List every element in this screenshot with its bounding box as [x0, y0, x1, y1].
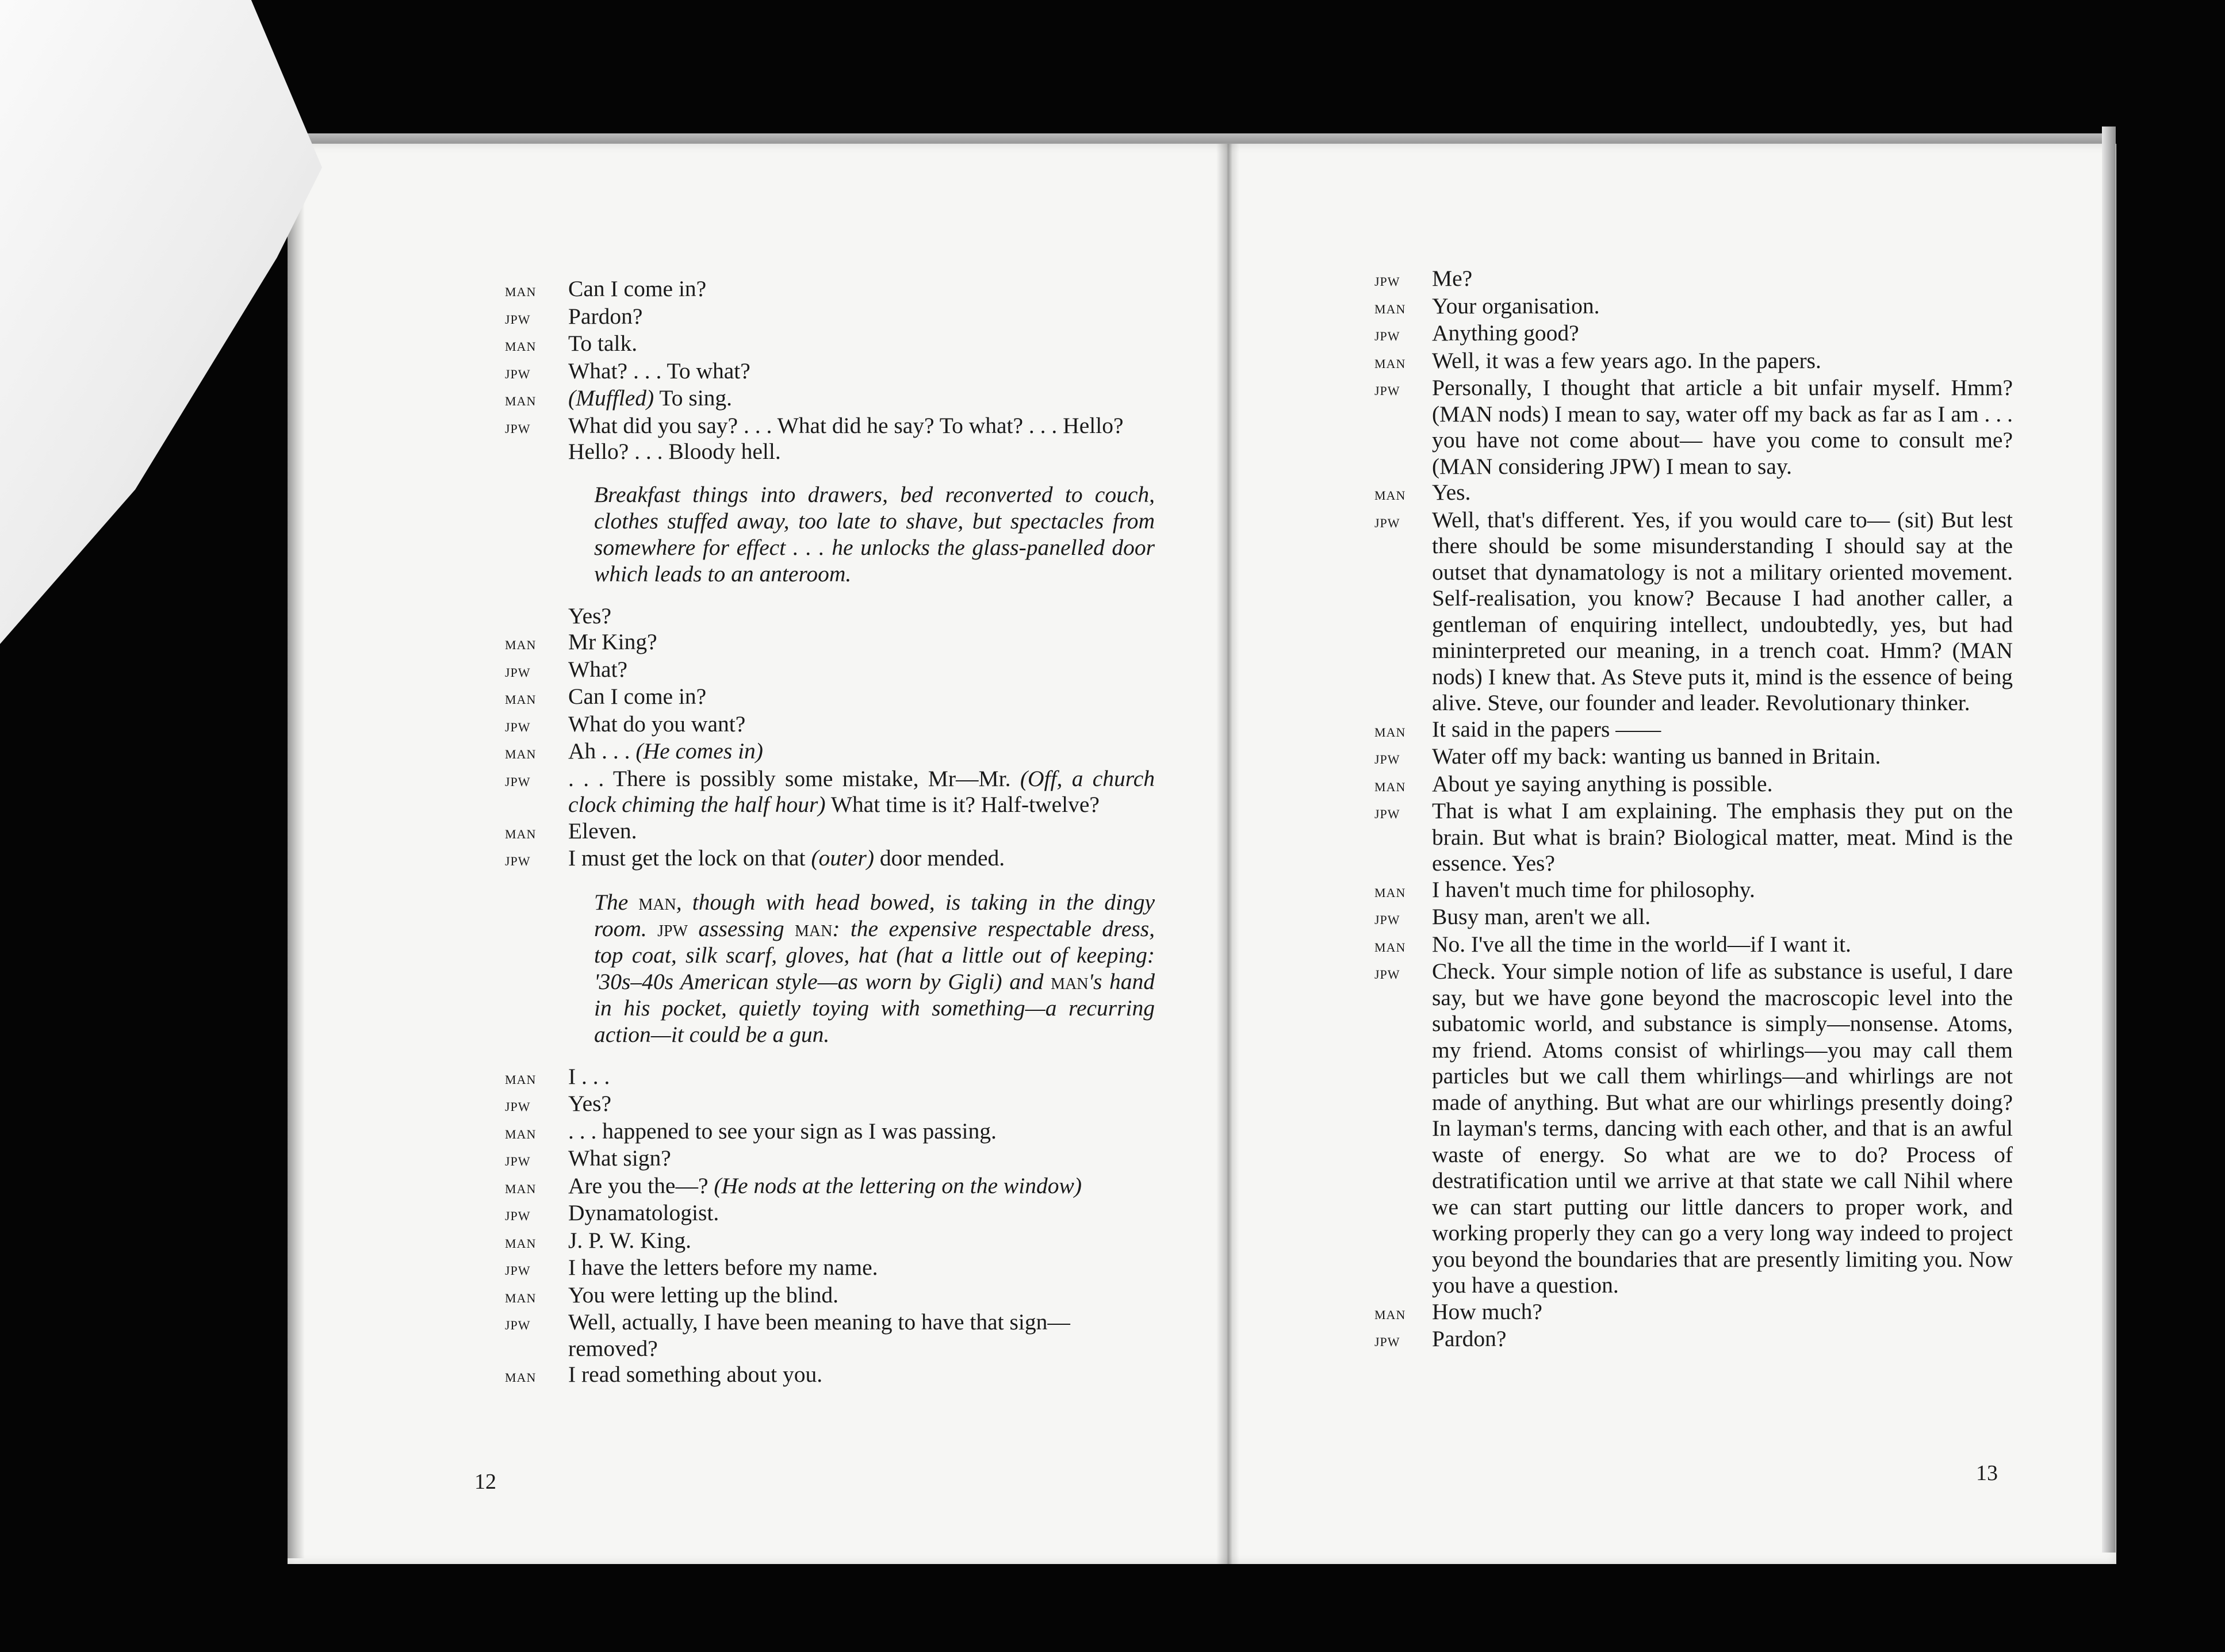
line-text: Well, it was a few years ago. In the papers.	[1432, 347, 1821, 373]
book-spine	[1216, 144, 1239, 1564]
line-text	[568, 385, 1155, 412]
line-text: Yes.	[1432, 480, 1471, 505]
dialogue-line	[1374, 1299, 2013, 1327]
dialogue-line	[1374, 743, 2013, 771]
speaker: jpw	[505, 1149, 531, 1170]
dialogue-line	[505, 1362, 1155, 1389]
stage-direction-2	[594, 889, 1155, 1048]
speaker: jpw	[505, 307, 531, 328]
speaker: jpw	[1374, 963, 1400, 983]
right-page-text	[1374, 266, 2013, 1354]
line-text: Me?	[1432, 266, 1473, 291]
dialogue-block-1	[505, 276, 1155, 465]
speaker: man	[505, 335, 537, 355]
stage-direction-inline: (He nods at the lettering on the window)	[714, 1172, 1082, 1198]
dialogue-line	[1374, 959, 2013, 1299]
stage-direction-inline: (Off, a church clock chiming the half hour)	[568, 765, 1155, 817]
speaker: man	[505, 1286, 537, 1306]
speaker: jpw	[505, 1313, 531, 1333]
speaker: jpw	[505, 1204, 531, 1224]
line-text: I read something about you.	[568, 1362, 823, 1387]
speaker: jpw	[505, 1259, 531, 1279]
dialogue-line	[1374, 904, 2013, 932]
dialogue-line	[1374, 507, 2013, 716]
speaker: man	[505, 1366, 537, 1386]
line-text: Water off my back: wanting us banned in Britain.	[1432, 743, 1881, 769]
page-number-left: 12	[474, 1470, 496, 1494]
speaker: jpw	[1374, 908, 1400, 928]
speaker: man	[505, 389, 537, 409]
dialogue-line	[505, 413, 1155, 465]
line-text-part: Ah . . .	[568, 738, 636, 764]
line-text: What? . . . To what?	[568, 358, 750, 384]
line-text: Mr King?	[568, 629, 657, 654]
dialogue-line	[1374, 877, 2013, 904]
dialogue-line	[505, 304, 1155, 331]
stage-direction-inline: (He comes in)	[635, 738, 763, 764]
line-text: Anything good?	[1432, 320, 1579, 346]
line-text: I have the letters before my name.	[568, 1255, 878, 1280]
dialogue-line	[505, 1091, 1155, 1118]
speaker: man	[1374, 775, 1406, 795]
dialogue-line	[505, 1145, 1155, 1173]
dialogue-line	[505, 331, 1155, 358]
dialogue-line	[505, 738, 1155, 766]
line-text: Pardon?	[568, 303, 643, 329]
line-text: I haven't much time for philosophy.	[1432, 876, 1755, 902]
line-text	[568, 1173, 1155, 1199]
direction-speaker: man	[1051, 968, 1089, 994]
line-text: Pardon?	[1432, 1326, 1507, 1351]
dialogue-line	[505, 684, 1155, 711]
stage-direction-1: Breakfast things into drawers, bed reconverted to couch, clothes stuffed away, too late to shave, but spectacles from somewhere for effect . . . he unlocks the glass-panelled door which leads to an anteroom.	[594, 481, 1155, 587]
line-text-part: What time is it? Half-twelve?	[825, 792, 1100, 817]
line-text: Well, actually, I have been meaning to have that sign—removed?	[568, 1309, 1070, 1361]
dialogue-line	[505, 711, 1155, 739]
line-text-part: door mended.	[874, 845, 1005, 871]
dialogue-line	[505, 1255, 1155, 1282]
dialogue-line	[1374, 771, 2013, 799]
line-text: What sign?	[568, 1145, 671, 1171]
stage-direction-inline: (Muffled)	[568, 385, 654, 411]
line-text: You were letting up the blind.	[568, 1282, 838, 1308]
page-number-right: 13	[1976, 1461, 1998, 1485]
speaker: man	[1374, 720, 1406, 741]
direction-part: : the expensive respectable dress, top coat, silk scarf, gloves, hat (hat a little out of keeping: '30s–40s American style—as worn by Gigli) and	[594, 915, 1155, 994]
line-text: What did you say? . . . What did he say? To what? . . . Hello? Hello? . . . Bloody hell.	[568, 412, 1124, 464]
direction-part: The	[594, 889, 639, 915]
dialogue-line	[505, 1173, 1155, 1201]
speaker: jpw	[505, 1095, 531, 1115]
speaker: man	[505, 822, 537, 842]
line-text: No. I've all the time in the world—if I want it.	[1432, 931, 1851, 957]
left-page-text	[505, 276, 1155, 1389]
speaker: man	[1374, 297, 1406, 317]
speaker: jpw	[505, 769, 531, 790]
page-stack-edge	[2102, 127, 2116, 1553]
dialogue-block-3	[505, 1064, 1155, 1389]
direction-part: 's hand in his pocket, quietly toying with something—a recurring action—it could be a gun.	[594, 968, 1155, 1047]
dialogue-line	[505, 845, 1155, 873]
line-text: Well, that's different. Yes, if you would care to— (sit) But lest there should be some misunderstanding I should say at the outset that dynamatology is not a military oriented movement. Self-realisation, you know? Because I had another caller, a gentleman of enquiring intellect, undoubtedly, yes, but had mininterpreted our meaning, in a trench coat. Hmm? (MAN nods) I knew that. As Steve puts it, mind is the essence of being alive. Steve, our founder and leader. Revolutionary thinker.	[1432, 507, 2013, 715]
dialogue-line	[505, 1282, 1155, 1310]
dialogue-line	[1374, 932, 2013, 959]
speaker: jpw	[1374, 802, 1400, 822]
line-text-part: . . . There is possibly some mistake, Mr—Mr.	[568, 765, 1020, 791]
speaker: jpw	[505, 849, 531, 869]
dialogue-line	[505, 818, 1155, 846]
dialogue-block-2	[505, 629, 1155, 873]
dialogue-line	[505, 629, 1155, 657]
speaker: man	[1374, 1302, 1406, 1323]
speaker: jpw	[1374, 270, 1400, 290]
line-text-part: Are you the—?	[568, 1172, 714, 1198]
line-text: To talk.	[568, 331, 638, 356]
line-text	[568, 738, 1155, 765]
dialogue-line	[505, 1309, 1155, 1362]
line-text: Check. Your simple notion of life as substance is useful, I dare say, but we have gone beyond the macroscopic level into the subatomic world, and substance is simply—nonsense. Atoms, my friend. Atoms consist of whirlings—you may call them particles but we call them whirlings—and whirlings are not made of anything. But what are our whirlings presently doing? In layman's terms, dancing with each other, and that is an awful waste of energy. So what are we to do? Process of destratification until we arrive at that state we call Nihil where we can start putting our little dancers to proper work, and working properly they can go a very long way indeed to project you beyond the boundaries that are presently limiting you. Now you have a question.	[1432, 959, 2013, 1298]
speaker: man	[505, 688, 537, 708]
direction-part: assessing	[688, 915, 795, 941]
dialogue-line	[505, 766, 1155, 818]
speaker: man	[505, 633, 537, 653]
line-text: Personally, I thought that article a bit unfair myself. Hmm? (MAN nods) I mean to say, water off my back as far as I am . . . you have not come about— have you come to consult me? (MAN considering JPW) I mean to say.	[1432, 375, 2013, 479]
direction-speaker: man	[638, 889, 676, 915]
dialogue-continuation	[505, 603, 1155, 630]
dialogue-line	[1374, 293, 2013, 321]
dialogue-line	[505, 657, 1155, 684]
dialogue-line	[1374, 798, 2013, 877]
line-text: About ye saying anything is possible.	[1432, 771, 1773, 796]
speaker: man	[1374, 880, 1406, 901]
speaker: jpw	[1374, 379, 1400, 399]
speaker: jpw	[1374, 748, 1400, 768]
speaker: man	[505, 1067, 537, 1088]
stage-direction-inline: (outer)	[811, 845, 875, 871]
speaker: jpw	[505, 362, 531, 382]
speaker: man	[505, 280, 537, 300]
speaker: jpw	[505, 416, 531, 437]
dialogue-line	[1374, 1326, 2013, 1354]
speaker: man	[505, 1176, 537, 1197]
line-text: J. P. W. King.	[568, 1227, 692, 1253]
speaker: man	[505, 1122, 537, 1143]
line-text: I . . .	[568, 1063, 610, 1089]
line-text: It said in the papers ——	[1432, 716, 1661, 742]
dialogue-line	[505, 1118, 1155, 1146]
line-text: Busy man, aren't we all.	[1432, 904, 1651, 929]
speaker: man	[505, 742, 537, 762]
direction-speaker: man	[794, 915, 833, 941]
speaker: man	[1374, 484, 1406, 504]
page-curl	[0, 0, 322, 644]
speaker: jpw	[505, 660, 531, 681]
line-text: Dynamatologist.	[568, 1200, 719, 1225]
line-text: Yes?	[568, 603, 612, 628]
line-text: What?	[568, 656, 628, 682]
speaker: jpw	[1374, 511, 1400, 531]
dialogue-line	[505, 385, 1155, 413]
line-text: That is what I am explaining. The emphasis they put on the brain. But what is brain? Biological matter, meat. Mind is the essence. Yes?	[1432, 798, 2013, 876]
speaker: jpw	[1374, 1330, 1400, 1350]
dialogue-line	[505, 1228, 1155, 1255]
left-edge-shadow	[288, 173, 305, 1558]
line-text: Your organisation.	[1432, 293, 1600, 319]
line-text: Eleven.	[568, 818, 637, 844]
line-text: How much?	[1432, 1298, 1542, 1324]
line-text	[568, 766, 1155, 818]
line-text	[568, 845, 1155, 872]
dialogue-line	[1374, 266, 2013, 293]
dialogue-line	[505, 1064, 1155, 1091]
dialogue-line	[505, 276, 1155, 304]
dialogue-line	[1374, 320, 2013, 348]
line-text: Can I come in?	[568, 684, 707, 709]
direction-part: , though with head bowed, is taking in the dingy room.	[594, 889, 1155, 941]
speaker: jpw	[505, 715, 531, 735]
line-text-part: I must get the lock on that	[568, 845, 811, 871]
dialogue-line	[1374, 348, 2013, 375]
line-text: . . . happened to see your sign as I was passing.	[568, 1118, 997, 1144]
speaker: man	[505, 1231, 537, 1252]
line-text: What do you want?	[568, 711, 746, 737]
line-text-part: To sing.	[654, 385, 733, 411]
speaker: man	[1374, 935, 1406, 956]
line-text: Yes?	[568, 1091, 612, 1116]
dialogue-line	[505, 358, 1155, 386]
direction-speaker: jpw	[657, 915, 688, 941]
dialogue-line	[505, 1200, 1155, 1228]
speaker: jpw	[1374, 324, 1400, 344]
dialogue-line	[1374, 480, 2013, 507]
line-text: Can I come in?	[568, 276, 707, 301]
dialogue-line	[1374, 375, 2013, 480]
dialogue-line	[1374, 716, 2013, 744]
speaker: man	[1374, 351, 1406, 372]
